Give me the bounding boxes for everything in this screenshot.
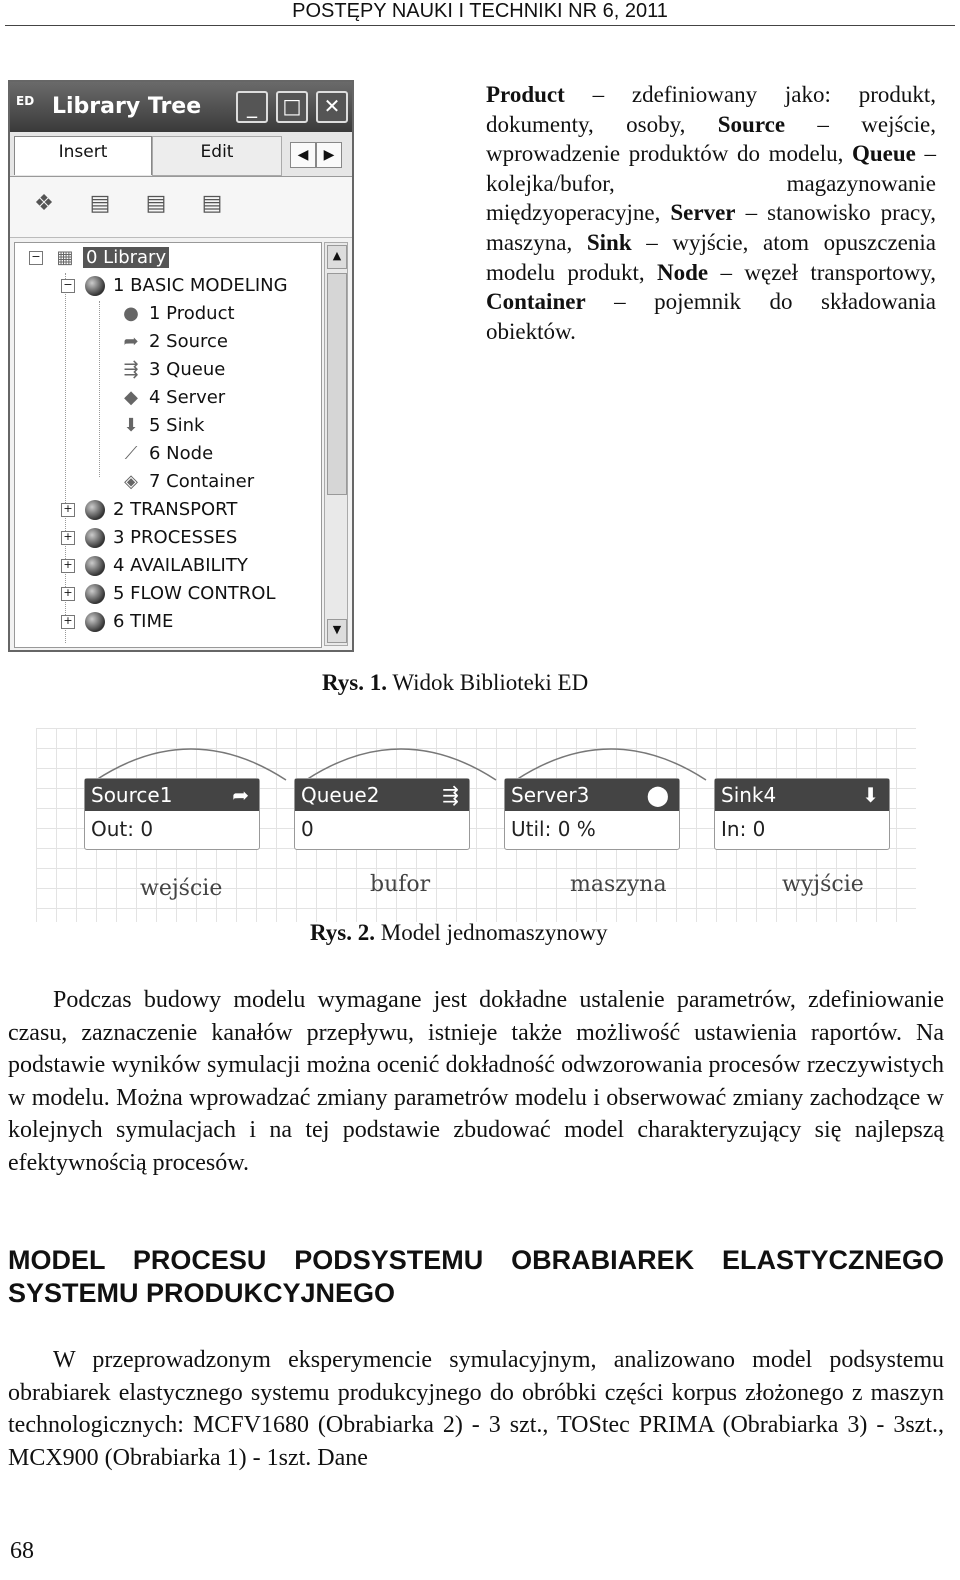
body-paragraph-1 xyxy=(8,984,944,1180)
block-value: Util: 0 % xyxy=(511,817,596,841)
scroll-down-icon[interactable]: ▼ xyxy=(327,619,347,643)
page-number: 68 xyxy=(10,1538,34,1564)
tree-root-label: 0 Library xyxy=(83,247,169,268)
window-titlebar[interactable] xyxy=(10,82,352,132)
product-icon: ● xyxy=(123,303,139,324)
tab-right-arrow-icon[interactable]: ▶ xyxy=(316,142,342,168)
source-icon: ➦ xyxy=(123,331,139,352)
tree-item-server[interactable] xyxy=(119,385,225,411)
body-paragraph-2 xyxy=(8,1344,944,1474)
server-icon: ⬤ xyxy=(646,783,669,807)
group-ball-icon xyxy=(85,528,105,548)
block-sink[interactable] xyxy=(714,778,890,850)
definitions-list xyxy=(486,80,936,346)
block-name: Source1 xyxy=(91,783,173,807)
tab-scroll-arrows xyxy=(290,142,348,170)
tree-root[interactable] xyxy=(29,245,169,271)
tree-group-label: 3 PROCESSES xyxy=(113,527,238,548)
properties-icon[interactable]: ▤ xyxy=(201,191,223,216)
tree-group-basic-modeling[interactable] xyxy=(61,273,288,299)
paragraph-text: Podczas budowy modelu wymagane jest dokładne ustalenie parametrów, zdefiniowanie czasu, zaznaczenie kanałów przepływu, istnieje także możliwość ustawienia raportów. Na podstawie wyników symulacji można ocenić dokładność odwzorowania procesów rzeczywistych w modelu. Można wprowadzać zmiany parametrów modelu i obserwować zmiany zachodzące w kolejnych symulacjach i na tej podstawie zbudować model charakteryzujący się najlepszą efektywnością procesów. xyxy=(8,987,944,1176)
definition-node xyxy=(657,260,936,285)
tree-item-label: 1 Product xyxy=(149,303,235,324)
model-label: bufor xyxy=(370,872,431,897)
block-name: Queue2 xyxy=(301,783,380,807)
definition-term: Server xyxy=(670,200,736,226)
block-source[interactable] xyxy=(84,778,260,850)
tab-left-arrow-icon[interactable]: ◀ xyxy=(290,142,316,168)
definition-text: – zdefiniowany jako: produkt, dokumenty, osoby, xyxy=(486,82,936,137)
collapse-icon[interactable]: − xyxy=(61,279,75,293)
model-label: maszyna xyxy=(570,872,667,897)
ed-logo-icon: ED xyxy=(16,94,35,108)
definition-text: – wejście, wprowadzenie produktów do modelu, xyxy=(486,111,937,167)
tree-item-container[interactable] xyxy=(119,469,254,495)
tab-insert[interactable]: Insert xyxy=(14,136,152,175)
tree-group-transport[interactable] xyxy=(61,497,237,523)
model-label: wyjście xyxy=(782,872,864,897)
tree-scrollbar[interactable] xyxy=(324,242,348,646)
tree-guide xyxy=(99,301,100,477)
definition-text: – węzeł transportowy, xyxy=(708,259,937,285)
tree-item-label: 5 Sink xyxy=(149,415,205,436)
group-ball-icon xyxy=(85,500,105,520)
definition-term: Product xyxy=(486,82,565,107)
figure-1-caption xyxy=(322,670,588,696)
tree-item-label: 2 Source xyxy=(149,331,228,352)
queue-icon: ⇶ xyxy=(123,359,139,380)
tree-item-product[interactable] xyxy=(119,301,235,327)
block-header xyxy=(85,779,259,811)
tree-group-label: 6 TIME xyxy=(113,611,174,632)
journal-title: POSTĘPY NAUKI I TECHNIKI NR 6, 2011 xyxy=(292,0,668,22)
definition-term: Container xyxy=(486,289,586,315)
model-label: wejście xyxy=(140,876,223,901)
expand-icon[interactable]: + xyxy=(61,503,75,517)
model-diagram xyxy=(36,728,916,922)
node-icon: ⟋ xyxy=(124,443,138,464)
copy-icon[interactable]: ▤ xyxy=(89,191,111,216)
block-value: In: 0 xyxy=(721,817,766,841)
library-tree-window xyxy=(8,80,354,652)
caption-text: Widok Biblioteki ED xyxy=(387,670,589,695)
block-header xyxy=(715,779,889,811)
tree-group-flow-control[interactable] xyxy=(61,581,276,607)
queue-icon: ⇶ xyxy=(442,783,459,807)
expand-icon[interactable]: + xyxy=(61,531,75,545)
group-ball-icon xyxy=(85,584,105,604)
expand-icon[interactable]: + xyxy=(61,559,75,573)
definition-term: Source xyxy=(717,111,786,137)
tree-group-label: 2 TRANSPORT xyxy=(113,499,238,520)
block-name: Sink4 xyxy=(721,783,777,807)
paste-icon[interactable]: ▤ xyxy=(145,191,167,216)
sink-arrow-icon: ⬇ xyxy=(862,783,879,807)
library-icon: ▦ xyxy=(56,247,74,268)
tree-item-label: 3 Queue xyxy=(149,359,226,380)
group-ball-icon xyxy=(85,556,105,576)
caption-text: Model jednomaszynowy xyxy=(375,920,608,945)
block-value: 0 xyxy=(301,817,314,841)
scroll-up-icon[interactable]: ▲ xyxy=(327,245,347,269)
block-queue[interactable] xyxy=(294,778,470,850)
paragraph-text: W przeprowadzonym eksperymencie symulacyjnym, analizowano model podsystemu obrabiarek elastycznego systemu produkcyjnego do obróbki części korpus złożonego z maszyn technologicznych: MCFV1680 (Obrabiarka 2) - 3 szt., TOStec PRIMA (Obrabiarka 3) - 3szt., MCX900 (Obrabiarka 1) - 1szt. Dane xyxy=(8,1347,944,1471)
definition-container xyxy=(486,289,936,344)
caption-label: Rys. 1. xyxy=(322,670,388,695)
block-header xyxy=(295,779,469,811)
definition-text: – kolejka/bufor, magazynowanie międzyoperacyjne, xyxy=(486,141,936,226)
tree-item-source[interactable] xyxy=(119,329,228,355)
minimize-button[interactable]: _ xyxy=(236,91,268,123)
tree-group-time[interactable] xyxy=(61,609,173,635)
close-button[interactable]: ✕ xyxy=(316,91,348,123)
tree-group-label: 4 AVAILABILITY xyxy=(113,555,248,576)
toolbar xyxy=(10,177,352,238)
definition-text: – stanowisko pracy, maszyna, xyxy=(486,200,936,255)
block-name: Server3 xyxy=(511,783,590,807)
tab-bar xyxy=(10,132,352,177)
section-heading: MODEL PROCESU PODSYSTEMU OBRABIAREK ELASTYCZNEGO SYSTEMU PRODUKCYJNEGO xyxy=(8,1245,944,1308)
tree-item-queue[interactable] xyxy=(119,357,225,383)
tree-group-availability[interactable] xyxy=(61,553,248,579)
maximize-button[interactable]: □ xyxy=(276,91,308,123)
window-title: Library Tree xyxy=(52,94,202,119)
group-ball-icon xyxy=(85,276,105,296)
container-icon: ◈ xyxy=(124,471,138,492)
server-icon: ◆ xyxy=(124,387,138,408)
block-server[interactable] xyxy=(504,778,680,850)
block-value: Out: 0 xyxy=(91,817,154,841)
tree-group-label: 1 BASIC MODELING xyxy=(113,275,288,296)
tree-item-label: 4 Server xyxy=(149,387,226,408)
definition-text: – wyjście, atom opuszczenia modelu produkt, xyxy=(486,229,936,285)
definition-text: – pojemnik do składowania obiektów. xyxy=(486,289,936,344)
caption-label: Rys. 2. xyxy=(310,920,376,945)
tree-item-label: 7 Container xyxy=(149,471,255,492)
definition-term: Sink xyxy=(586,229,632,255)
header-rule xyxy=(5,25,955,26)
sink-icon: ⬇ xyxy=(123,415,139,436)
group-ball-icon xyxy=(85,612,105,632)
library-tree xyxy=(14,242,322,648)
running-header xyxy=(0,0,960,26)
tree-item-node[interactable] xyxy=(119,441,213,467)
tree-group-processes[interactable] xyxy=(61,525,237,551)
tree-group-label: 5 FLOW CONTROL xyxy=(113,583,276,604)
source-arrow-icon: ➦ xyxy=(232,783,249,807)
expand-icon[interactable]: + xyxy=(61,615,75,629)
tree-item-label: 6 Node xyxy=(149,443,214,464)
tree-item-sink[interactable] xyxy=(119,413,204,439)
figure-2-caption xyxy=(310,920,608,946)
tab-edit[interactable]: Edit xyxy=(152,136,282,176)
definition-term: Node xyxy=(657,259,709,285)
new-library-icon[interactable]: ❖ xyxy=(34,191,54,216)
block-header xyxy=(505,779,679,811)
expand-icon[interactable]: + xyxy=(61,587,75,601)
definition-term: Queue xyxy=(851,141,916,167)
scroll-thumb[interactable] xyxy=(327,273,347,495)
collapse-icon[interactable]: − xyxy=(29,251,43,265)
